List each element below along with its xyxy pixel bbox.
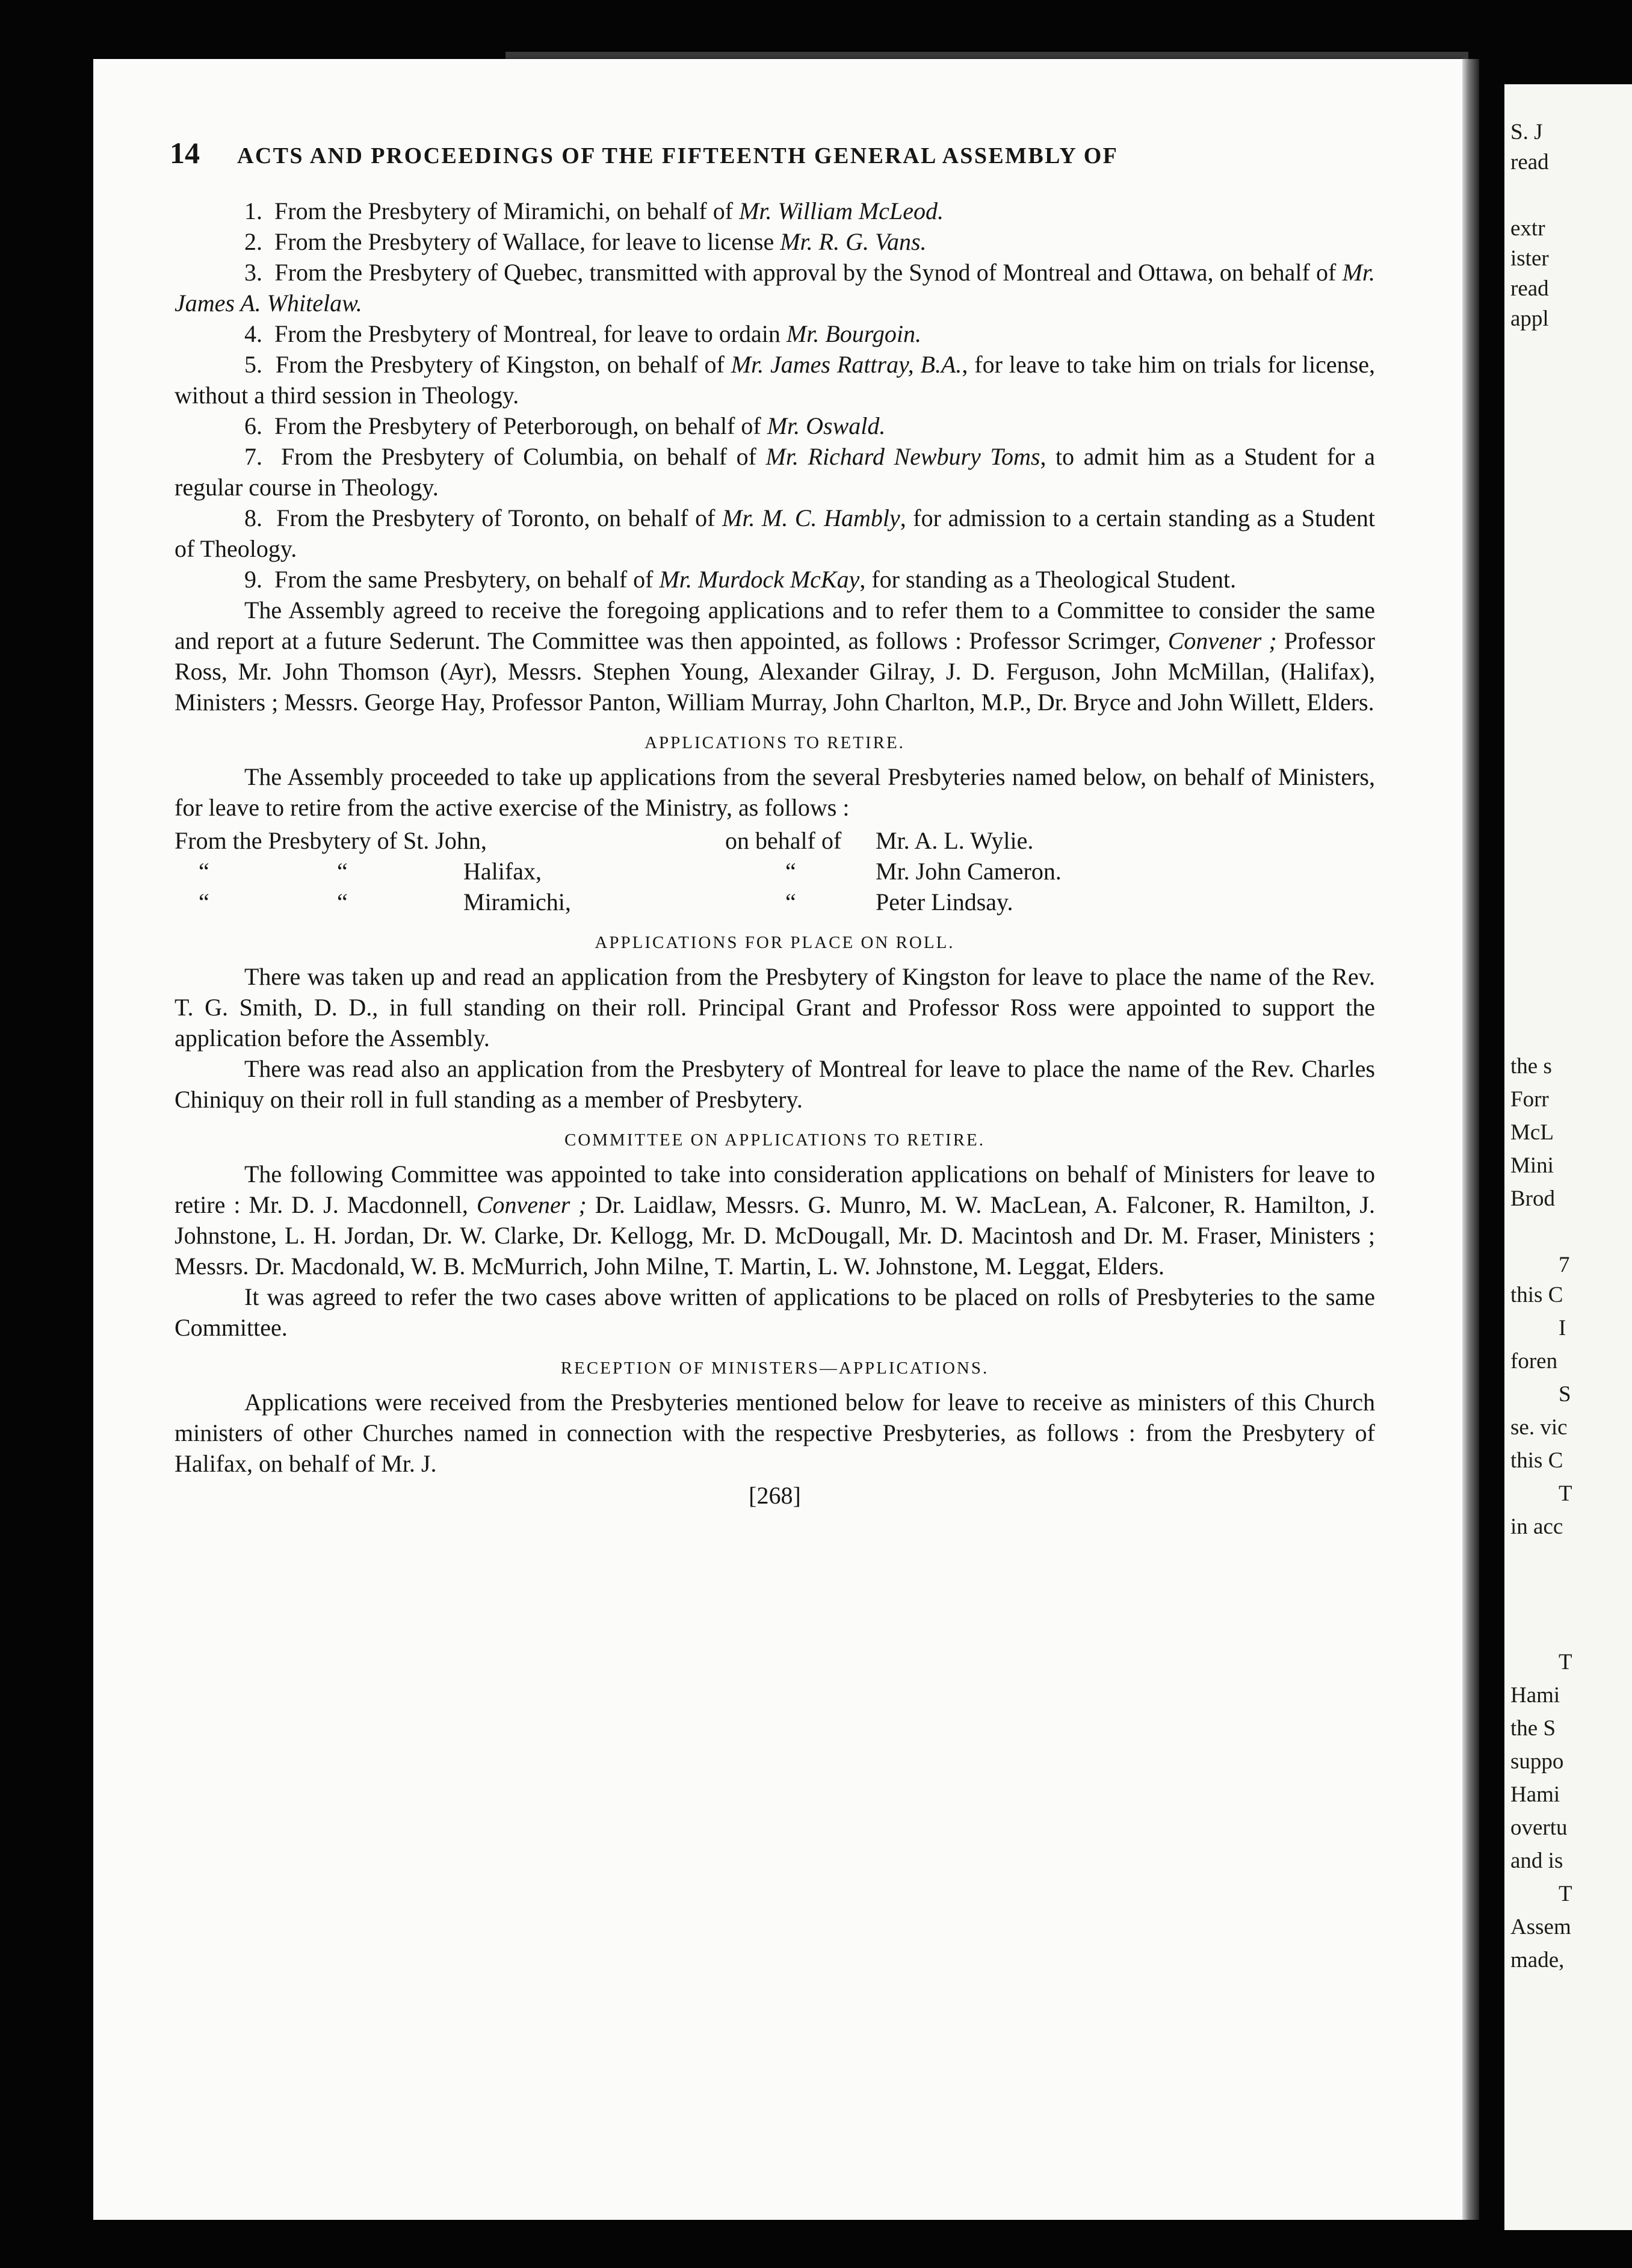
fragment-line: se. vic bbox=[1510, 1415, 1568, 1440]
roll-paragraph-1: There was taken up and read an application from the Presbytery of Kingston for leave to place the name of the Rev. T. G. Smith, D. D., in full standing on their roll. Principal Grant and Professor Ross were appointed to support the application before the Assembly. bbox=[175, 963, 1375, 1052]
list-item: 1. From the Presbytery of Miramichi, on behalf of Mr. William McLeod. bbox=[244, 197, 944, 225]
retire-intro: The Assembly proceeded to take up applications from the several Presbyteries named below, on behalf of Ministers, for leave to retire from the active exercise of the Ministry, as follows : bbox=[175, 763, 1375, 821]
fragment-line: S bbox=[1559, 1382, 1571, 1407]
adjacent-page-fragment bbox=[1504, 84, 1632, 2230]
fragment-line: ister bbox=[1510, 246, 1549, 271]
ditto-mark: “ bbox=[199, 858, 209, 885]
fragment-line: Brod bbox=[1510, 1186, 1555, 1211]
fragment-line: Hami bbox=[1510, 1683, 1560, 1708]
fragment-line: made, bbox=[1510, 1948, 1565, 1972]
fragment-line: read bbox=[1510, 276, 1549, 301]
fragment-line: overtu bbox=[1510, 1815, 1568, 1840]
fragment-line: Mini bbox=[1510, 1153, 1554, 1178]
fragment-line: appl bbox=[1510, 306, 1549, 331]
committee-paragraph: The Assembly agreed to receive the foregoing applications and to refer them to a Committee to consider the same and report at a future Sederunt. The Committee was then appointed, as follows : Professor Scrimger, Convener ; Professor Ross, Mr. John Thomson (Ayr), Messrs. Stephen Young, Alexander Gilray, J. D. Ferguson, John McMillan, (Halifax), Ministers ; Messrs. George Hay, Professor Panton, William Murray, John Charlton, M.P., Dr. Bryce and John Willett, Elders. bbox=[175, 596, 1376, 716]
page-gutter bbox=[1462, 59, 1479, 2220]
fragment-line: the S bbox=[1510, 1716, 1556, 1741]
fragment-line: this C bbox=[1510, 1283, 1563, 1307]
ditto-mark: “ bbox=[337, 858, 348, 885]
list-item: 3. From the Presbytery of Quebec, transmitted with approval by the Synod of Montreal and Ottawa, on behalf of Mr. James A. Whitelaw. bbox=[175, 259, 1376, 317]
ditto-mark: “ bbox=[337, 888, 348, 916]
table-row: “ “ Halifax, “ Mr. John Cameron. bbox=[175, 856, 1375, 887]
committee-retire-paragraph: The following Committee was appointed to take into consideration applications on behalf of Ministers for leave to retire : Mr. D. J. Macdonnell, Convener ; Dr. Laidlaw, Messrs. G. Munro, M. W. MacLean, A. Falconer, R. Hamilton, J. Johnstone, L. H. Jordan, Dr. W. Clarke, Dr. Kellogg, Mr. D. McDougall, Mr. D. Macintosh and Dr. M. Fraser, Ministers ; Messrs. Dr. Macdonald, W. B. McMurrich, John Milne, T. Martin, L. W. Johnstone, M. Leggat, Elders. bbox=[175, 1160, 1375, 1280]
running-header bbox=[170, 135, 1375, 170]
section-heading-reception: RECEPTION OF MINISTERS—APPLICATIONS. bbox=[560, 1359, 989, 1378]
folio-number: [268] bbox=[749, 1482, 801, 1509]
page-content bbox=[170, 135, 1376, 1510]
fragment-line: and is bbox=[1510, 1848, 1563, 1873]
table-row: “ “ Miramichi, “ Peter Lindsay. bbox=[175, 887, 1375, 917]
fragment-line: foren bbox=[1510, 1349, 1558, 1374]
fragment-line: suppo bbox=[1510, 1749, 1564, 1774]
fragment-line: I bbox=[1559, 1316, 1566, 1340]
fragment-line: Hami bbox=[1510, 1782, 1560, 1807]
fragment-line: extr bbox=[1510, 216, 1545, 241]
list-item: 9. From the same Presbytery, on behalf of Mr. Murdock McKay, for standing as a Theological Student. bbox=[244, 566, 1237, 593]
table-row: From the Presbytery of St. John, on behalf of Mr. A. L. Wylie. bbox=[175, 827, 1034, 854]
applications-list bbox=[175, 196, 1375, 595]
fragment-line: T bbox=[1559, 1650, 1572, 1675]
fragment-line: read bbox=[1510, 150, 1549, 175]
list-item: 4. From the Presbytery of Montreal, for leave to ordain Mr. Bourgoin. bbox=[244, 320, 921, 347]
section-heading-retire: APPLICATIONS TO RETIRE. bbox=[644, 733, 905, 752]
section-heading-roll: APPLICATIONS FOR PLACE ON ROLL. bbox=[595, 933, 955, 952]
fragment-line: 7 bbox=[1559, 1253, 1570, 1277]
fragment-line: McL bbox=[1510, 1120, 1554, 1145]
ditto-mark: “ bbox=[199, 888, 209, 916]
reception-paragraph: Applications were received from the Presbyteries mentioned below for leave to receive as ministers of this Church ministers of other Churches named in connection with the respective Presbyteries, as follows : from the Presbytery of Halifax, on behalf of Mr. J. bbox=[175, 1389, 1375, 1477]
fragment-line: the s bbox=[1510, 1054, 1552, 1079]
section-heading-committee-retire: COMMITTEE ON APPLICATIONS TO RETIRE. bbox=[564, 1130, 986, 1150]
fragment-line: Forr bbox=[1510, 1087, 1549, 1112]
fragment-line: this C bbox=[1510, 1448, 1563, 1473]
fragment-line: S. J bbox=[1510, 120, 1543, 144]
roll-paragraph-2: There was read also an application from the Presbytery of Montreal for leave to place the name of the Rev. Charles Chiniquy on their roll in full standing as a member of Presbytery. bbox=[175, 1055, 1375, 1113]
list-item: 2. From the Presbytery of Wallace, for leave to license Mr. R. G. Vans. bbox=[244, 228, 927, 255]
list-item: 6. From the Presbytery of Peterborough, on behalf of Mr. Oswald. bbox=[244, 412, 886, 439]
list-item: 7. From the Presbytery of Columbia, on behalf of Mr. Richard Newbury Toms, to admit him as a Student for a regular course in Theology. bbox=[175, 443, 1375, 501]
running-title: ACTS AND PROCEEDINGS OF THE FIFTEENTH GENERAL ASSEMBLY OF bbox=[237, 143, 1119, 169]
list-item: 8. From the Presbytery of Toronto, on behalf of Mr. M. C. Hambly, for admission to a certain standing as a Student of Theology. bbox=[175, 504, 1376, 562]
refer-paragraph: It was agreed to refer the two cases above written of applications to be placed on rolls of Presbyteries to the same Committee. bbox=[175, 1283, 1375, 1341]
fragment-line: T bbox=[1559, 1882, 1572, 1906]
page-number: 14 bbox=[170, 136, 200, 170]
fragment-line: Assem bbox=[1510, 1915, 1571, 1939]
fragment-line: in acc bbox=[1510, 1514, 1563, 1539]
retire-table bbox=[175, 825, 1375, 917]
fragment-line: T bbox=[1559, 1481, 1572, 1506]
list-item: 5. From the Presbytery of Kingston, on behalf of Mr. James Rattray, B.A., for leave to take him on trials for license, without a third session in Theology. bbox=[175, 351, 1375, 409]
